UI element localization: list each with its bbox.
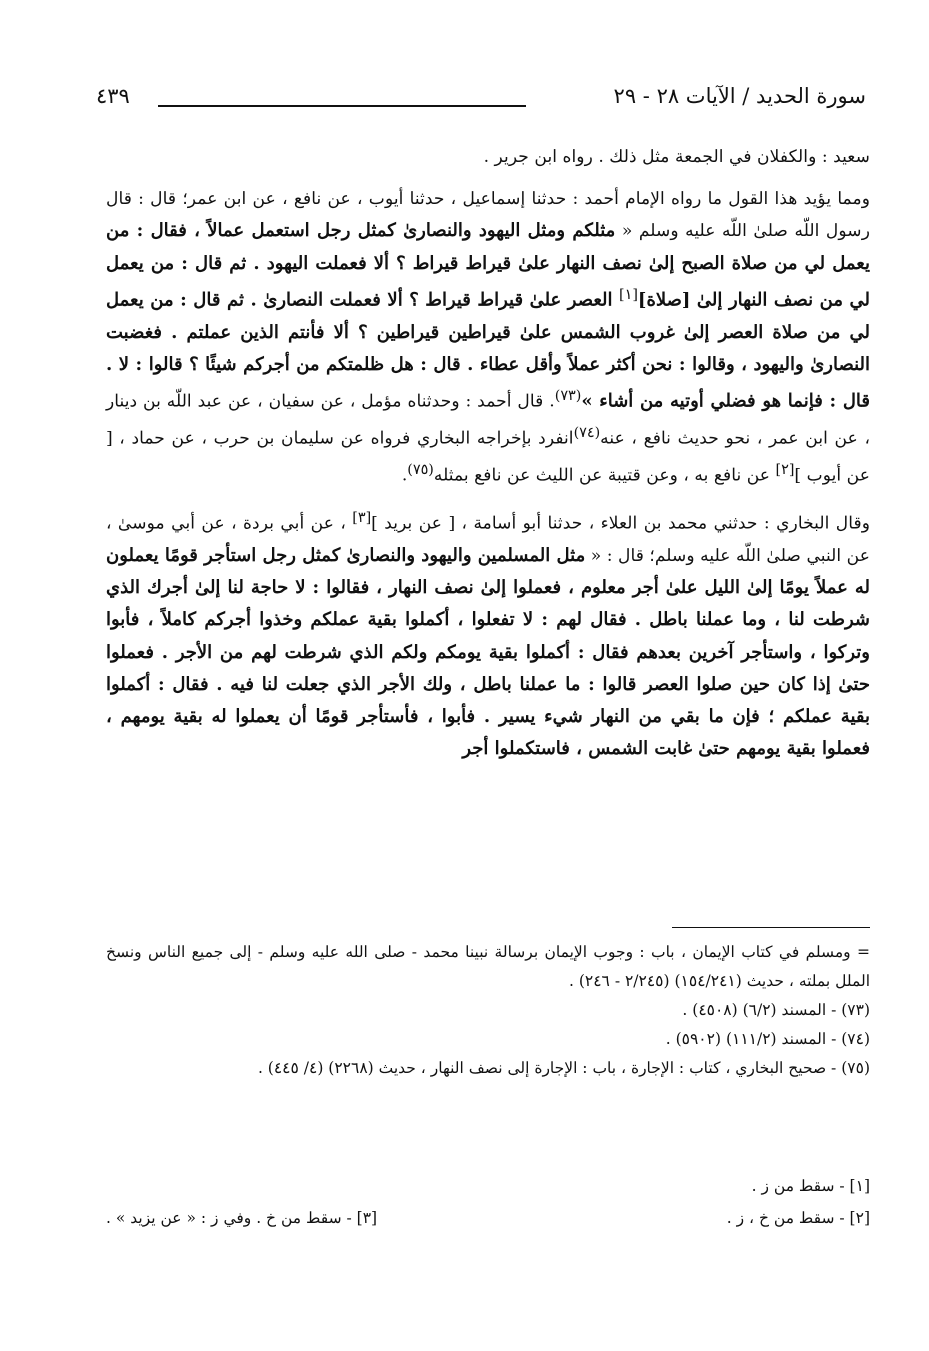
manuscript-notes (106, 1170, 870, 1234)
sentence-end: . (401, 465, 408, 486)
footnote-ref-73: (٧٣) (554, 388, 582, 405)
hadith-text: العصر علىٰ قيراط قيراط ؟ ألا فعملت النصارىٰ . ثم قال : من يعمل لي من صلاة العصر إلىٰ غروب الشمس علىٰ قيراطين قيراطين ؟ ألا فأنتم الذين عملتم . فغضبت النصارىٰ واليهود ، وقالوا : نحن أكثر عملاً وأقل عطاء . قال : هل ظلمتكم من أجركم شيئًا ؟ قالوا : لا . قال : فإنما هو فضلي أوتيه من أشاء » (106, 289, 870, 412)
narration-text: عن نافع به ، وعن قتيبة عن الليث عن نافع بمثله (433, 465, 776, 486)
manuscript-note-2: [٢] - سقط من خ ، ز . (726, 1209, 870, 1227)
notes-row-1 (106, 1170, 870, 1202)
footnote-75: (٧٥) - صحيح البخاري ، كتاب : الإجارة ، باب : الإجارة إلى نصف النهار ، حديث (٢٢٦٨) (٤/ ٤٤٥) . (257, 1059, 870, 1077)
footnote-ref-75: (٧٥) (407, 462, 434, 479)
footnote-73: (٧٣) - المسند (٦/٢) (٤٥٠٨) . (682, 1001, 870, 1019)
paragraph-1: سعيد : والكفلان في الجمعة مثل ذلك . رواه ابن جرير . (483, 147, 870, 167)
narration-text: ، عن أبي بردة ، عن أبي موسىٰ ، عن النبي صلىٰ اللّه عليه وسلم؛ قال : « (106, 513, 870, 566)
footnote-ref-74: (٧٤) (573, 425, 601, 442)
footnote-continuation: = ومسلم في كتاب الإيمان ، باب : وجوب الإيمان برسالة نبينا محمد - صلى الله عليه وسلم - إلى جميع الناس ونسخ الملل بملته ، حديث (١٥٤/٢٤١) (٢/٢٤٥ - ٢٤٦) . (106, 943, 870, 990)
manuscript-note-3: [٣] - سقط من خ . وفي ز : « عن يزيد » . (106, 1209, 378, 1227)
hadith-text: مثل المسلمين واليهود والنصارىٰ كمثل رجل استأجر قومًا يعملون له عملاً يومًا إلىٰ الليل علىٰ أجر معلوم ، فعملوا إلىٰ نصف النهار ، فقالوا : لا حاجة لنا إلىٰ أجرك الذي شرطت لنا ، وما عملنا باطل . فقال لهم : لا تفعلوا ، أكملوا بقية عملكم وخذوا أجركم كاملاً ، فأبوا وتركوا ، واستأجر آخرين بعدهم فقال : أكملوا بقية يومكم ولكم الذي شرطت لهم من الأجر . فعملوا حتىٰ إذا كان حين صلوا العصر قالوا : ما عملنا باطل ، ولك الأجر الذي جعلت لنا فيه . فقال : أكملوا بقية عملكم ؛ فإن ما بقي من النهار شيء يسير . فأبوا ، فأستأجر قومًا أن يعملوا له بقية يومهم ، فعملوا بقية يومهم حتىٰ غابت الشمس ، فاستكملوا أجر (106, 544, 870, 760)
note-ref-2: [٢] (775, 462, 795, 479)
manuscript-note-1: [١] - سقط من ز . (751, 1177, 870, 1195)
footnote-rule (672, 927, 870, 928)
header-rule (158, 105, 526, 107)
narration-text: وقال البخاري : حدثني محمد بن العلاء ، حدثنا أبو أسامة ، [ عن بريد ] (371, 513, 870, 534)
running-title: سورة الحديد / الآيات ٢٨ - ٢٩ (613, 84, 866, 108)
note-ref-1: [١] (619, 286, 638, 303)
page-header (96, 84, 866, 118)
narration-text: ومما يؤيد هذا القول ما رواه الإمام أحمد : حدثنا إسماعيل ، حدثنا أيوب ، عن نافع ، عن ابن عمر؛ قال : قال رسول اللّه صلىٰ اللّه عليه وسلم « (106, 189, 870, 242)
narration-text: . قال أحمد : وحدثناه مؤمل ، عن سفيان ، عن عبد اللّه بن دينار ، عن ابن عمر ، نحو حديث نافع ، عنه (106, 391, 870, 449)
page-number: ٤٣٩ (96, 84, 130, 108)
narration-text: انفرد بإخراجه البخاري فرواه عن سليمان بن حرب ، عن حماد ، [ عن أيوب ] (106, 428, 870, 486)
main-text (106, 142, 870, 765)
note-ref-3: [٣] (352, 509, 372, 526)
footnote-74: (٧٤) - المسند (١١١/٢) (٥٩٠٢) . (665, 1030, 870, 1048)
footnotes (106, 938, 870, 1083)
paragraph-3 (106, 503, 870, 765)
paragraph-2 (106, 184, 870, 492)
hadith-text: مثلكم ومثل اليهود والنصارىٰ كمثل رجل استعمل عمالاً ، فقال : من يعمل لي من صلاة الصبح إلىٰ نصف النهار علىٰ قيراط قيراط ؟ ألا فعملت اليهود . ثم قال : من يعمل لي من نصف النهار إلىٰ [صلاة] (106, 220, 870, 311)
notes-row-2 (106, 1202, 870, 1234)
